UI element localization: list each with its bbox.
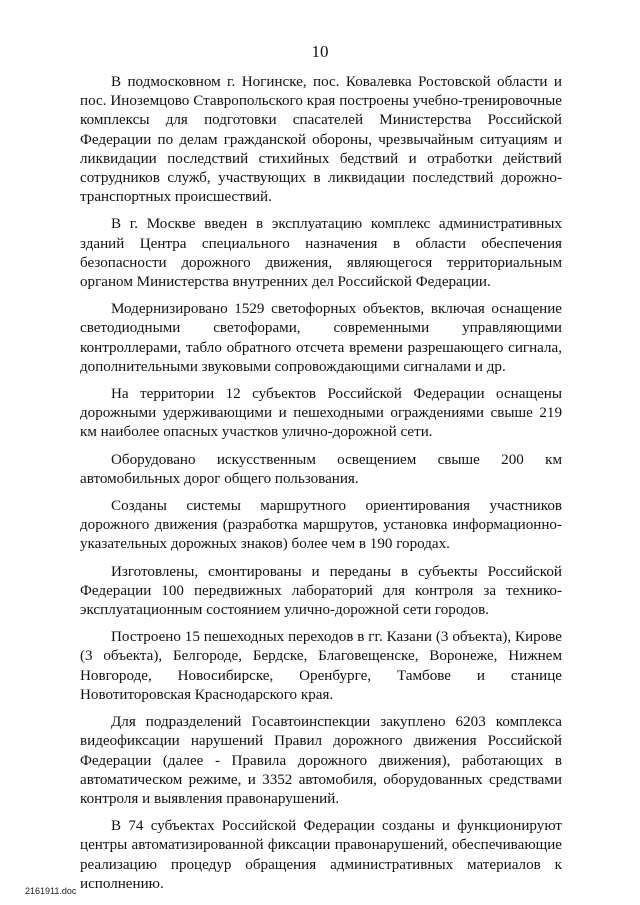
paragraph: Построено 15 пешеходных переходов в гг. Казани (3 объекта), Кирове (3 объекта), Белгороде, Бердске, Благовещенске, Воронеже, Нижнем Новгороде, Новосибирске, Оренбурге, Тамбове и станице Новотиторовская Краснодарского края. [80, 629, 562, 703]
page-number: 10 [311, 42, 329, 61]
paragraph: На территории 12 субъектов Российской Федерации оснащены дорожными удерживающими и пешеходными ограждениями свыше 219 км наиболее опасных участков улично-дорожной сети. [80, 386, 562, 441]
paragraph: Модернизировано 1529 светофорных объектов, включая оснащение светодиодными светофорами, современными управляющими контроллерами, табло обратного отсчета времени разрешающего сигнала, дополнительными звуковыми сопровождающими сигналами и др. [80, 301, 562, 375]
paragraph: Для подразделений Госавтоинспекции закуплено 6203 комплекса видеофиксации нарушений Правил дорожного движения Российской Федерации (далее - Правила дорожного движения), работающих в автоматическом режиме, и 3352 автомобиля, оборудованных средствами контроля и выявления правонарушений. [80, 714, 562, 807]
paragraph: Оборудовано искусственным освещением свыше 200 км автомобильных дорог общего пользования. [80, 451, 562, 487]
paragraph: Созданы системы маршрутного ориентирования участников дорожного движения (разработка маршрутов, установка информационно-указательных дорожных знаков) более чем в 190 городах. [80, 498, 562, 553]
paragraph: В 74 субъектах Российской Федерации созданы и функционируют центры автоматизированной фиксации правонарушений, обеспечивающие реализацию процедур обращения административных материалов к исполнению. [80, 818, 562, 892]
document-filename: 2161911.doc [25, 886, 77, 896]
paragraph: Изготовлены, смонтированы и переданы в субъекты Российской Федерации 100 передвижных лабораторий для контроля за технико-эксплуатационным состоянием улично-дорожной сети городов. [80, 563, 562, 619]
paragraph: В г. Москве введен в эксплуатацию комплекс административных зданий Центра специального назначения в области обеспечения безопасности дорожного движения, являющегося территориальным органом Министерства внутренних дел Российской Федерации. [80, 216, 562, 291]
paragraph: В подмосковном г. Ногинске, пос. Ковалевка Ростовской области и пос. Иноземцово Ставропольского края построены учебно-тренировочные комплексы для подготовки спасателей Министерства Российской Федерации по делам гражданской обороны, чрезвычайным ситуациям и ликвидации последствий стихийных бедствий и отработки действий сотрудников служб, участвующих в ликвидации последствий дорожно-транспортных происшествий. [80, 74, 562, 206]
document-body [80, 73, 562, 902]
